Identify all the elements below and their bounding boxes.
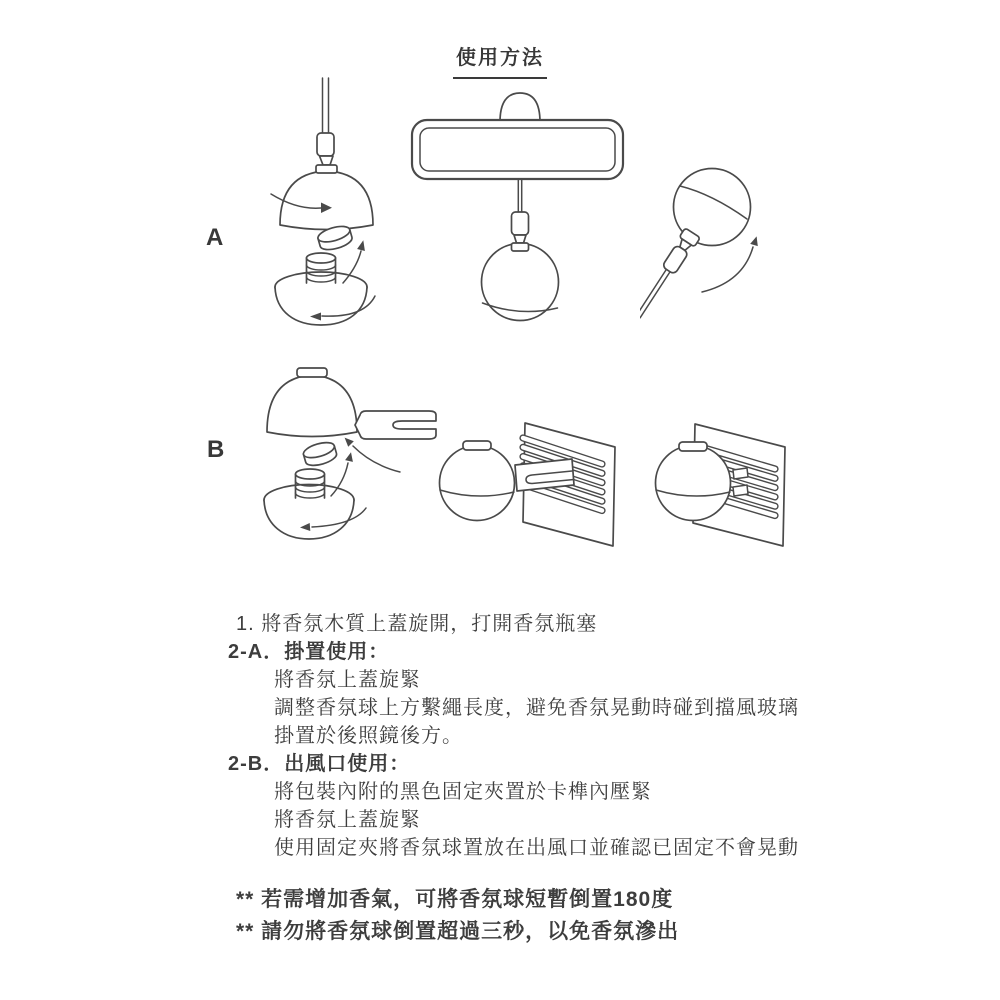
cap-tab (297, 368, 327, 377)
dome-cap (267, 368, 357, 437)
instruction-step2b-heading: 2-B．出風口使用： (228, 753, 411, 775)
instruction-step2b-line1: 將包裝內附的黑色固定夾置於卡榫內壓緊 (274, 781, 652, 803)
vent-clip (355, 411, 436, 439)
footnote-1: ** 若需增加香氣，可將香氛球短暫倒置180度 (236, 888, 674, 911)
instruction-step2a-line1: 將香氛上蓋旋緊 (274, 669, 421, 691)
dome-cap (280, 171, 373, 230)
hanging-cord (640, 269, 670, 318)
hanging-cord (323, 78, 329, 133)
fragrance-ball (482, 244, 559, 321)
cord-connector (316, 133, 337, 173)
section-b-label: B (207, 436, 225, 463)
instructions-block (228, 610, 868, 948)
diagram-a1-open-ball (240, 74, 390, 330)
cord-connector (512, 212, 529, 251)
instruction-step2a-line2: 調整香氛球上方繫繩長度，避免香氛晃動時碰到擋風玻璃 (274, 697, 799, 719)
diagram-b1-open-ball-clip (250, 362, 450, 552)
diagram-a3-swing (640, 160, 815, 340)
footnotes (228, 884, 868, 948)
page-title: 使用方法 (453, 41, 547, 79)
clip-attach-arrow (345, 438, 400, 472)
cork-plug (302, 440, 338, 469)
ball-tab (463, 441, 491, 450)
ball-tab (679, 442, 707, 451)
hanging-cord (518, 179, 521, 212)
instruction-step1: 1. 將香氛木質上蓋旋開，打開香氛瓶塞 (236, 613, 598, 635)
instruction-step2a-line3: 掛置於後照鏡後方。 (274, 725, 463, 747)
diagram-b2-vent-insert (438, 408, 628, 580)
fragrance-ball (440, 441, 515, 521)
header (0, 41, 1000, 79)
footnote-2: ** 請勿將香氛球倒置超過三秒，以免香氛滲出 (236, 920, 680, 943)
instruction-step2b-line2: 將香氛上蓋旋緊 (274, 809, 421, 831)
rearview-mirror (412, 120, 623, 179)
vent-clip (515, 459, 574, 491)
instruction-step2b-line3: 使用固定夾將香氛球置放在出風口並確認已固定不會晃動 (274, 837, 799, 859)
section-a-label: A (206, 224, 224, 251)
mirror-mount (500, 93, 540, 122)
diagram-b3-vent-mounted (645, 408, 835, 580)
diagram-a2-mirror (405, 85, 635, 330)
cord-connector (640, 228, 700, 322)
instruction-step2a-heading: 2-A．掛置使用： (228, 641, 390, 663)
